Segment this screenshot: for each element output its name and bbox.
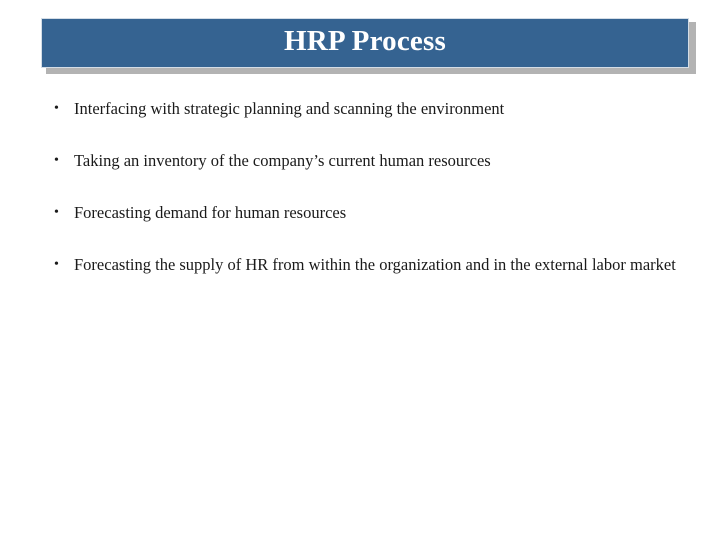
title-bar <box>41 18 689 68</box>
bullet-item <box>54 88 684 129</box>
bullet-text: Taking an inventory of the company’s current human resources <box>74 151 491 170</box>
bullet-icon: • <box>54 101 59 116</box>
bullet-item <box>54 140 684 181</box>
bullet-icon: • <box>54 153 59 168</box>
bullet-text: Forecasting the supply of HR from within the organization and in the external labor market <box>74 255 676 274</box>
bullet-icon: • <box>54 257 59 272</box>
bullet-icon: • <box>54 205 59 220</box>
bullet-text: Forecasting demand for human resources <box>74 203 347 222</box>
bullet-item <box>54 192 684 233</box>
bullet-item <box>54 244 684 285</box>
bullet-list <box>54 88 684 285</box>
bullet-text: Interfacing with strategic planning and scanning the environment <box>74 99 505 118</box>
slide-title: HRP Process <box>284 24 446 57</box>
